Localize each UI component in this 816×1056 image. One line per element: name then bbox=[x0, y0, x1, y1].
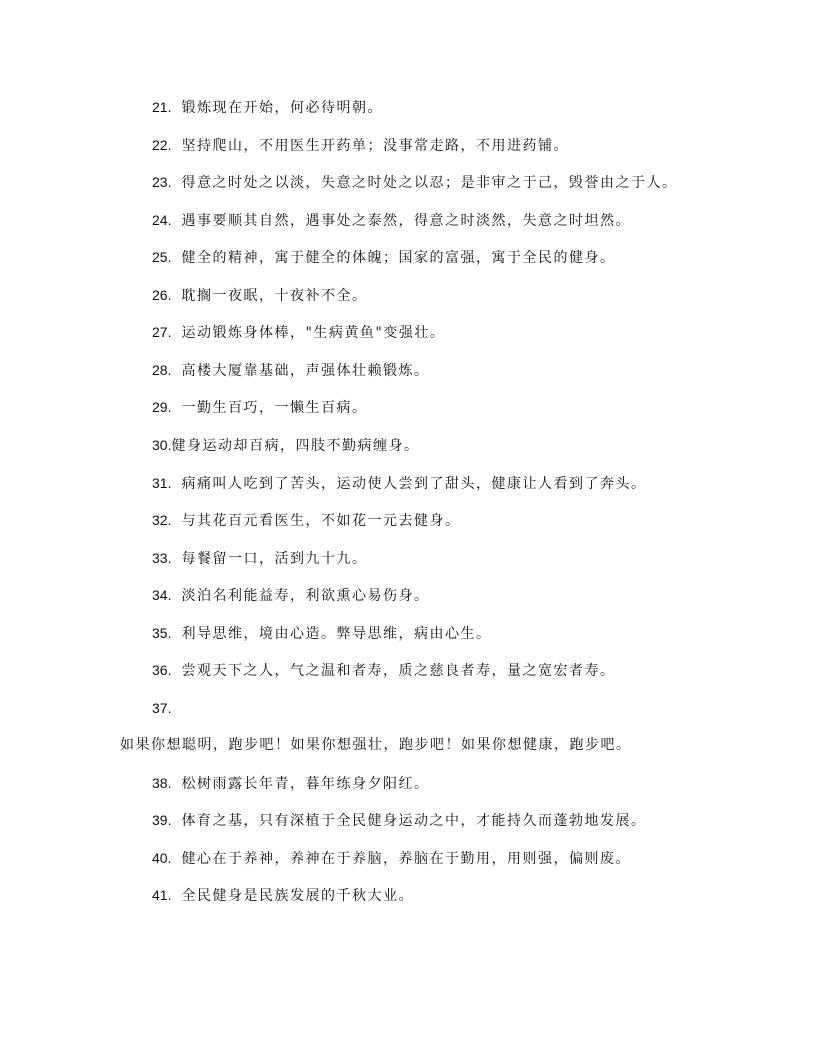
list-item bbox=[152, 172, 677, 193]
list-item bbox=[152, 97, 383, 118]
list-item bbox=[152, 885, 414, 906]
item-text-wrapped: 如果你想聪明，跑步吧！如果你想强壮，跑步吧！如果你想健康，跑步吧。 bbox=[120, 737, 632, 753]
list-item bbox=[152, 623, 491, 644]
item-number: 35. bbox=[152, 625, 172, 641]
item-text: 坚持爬山，不用医生开药单；没事常走路，不用进药铺。 bbox=[181, 138, 569, 154]
item-text: 尝观天下之人，气之温和者寿，质之慈良者寿，量之宽宏者寿。 bbox=[181, 663, 616, 679]
item-number: 30. bbox=[152, 437, 172, 453]
list-item bbox=[152, 210, 631, 231]
item-number: 36. bbox=[152, 662, 172, 678]
list-item bbox=[152, 585, 429, 606]
list-item-number-only bbox=[152, 698, 171, 719]
item-number: 21. bbox=[152, 99, 172, 115]
item-number: 22. bbox=[152, 137, 172, 153]
item-text: 耽搁一夜眠，十夜补不全。 bbox=[181, 288, 368, 304]
list-item bbox=[152, 322, 445, 343]
item-text: 淡泊名利能益寿，利欲熏心易伤身。 bbox=[181, 588, 430, 604]
list-item bbox=[152, 435, 419, 456]
item-text: 每餐留一口，活到九十九。 bbox=[181, 551, 368, 567]
item-number: 39. bbox=[152, 812, 172, 828]
item-text: 松树雨露长年青，暮年练身夕阳红。 bbox=[181, 776, 430, 792]
item-number: 26. bbox=[152, 287, 172, 303]
list-item bbox=[152, 473, 646, 494]
item-text: 体育之基，只有深植于全民健身运动之中，才能持久而蓬勃地发展。 bbox=[181, 813, 647, 829]
item-number: 34. bbox=[152, 587, 172, 603]
list-item bbox=[152, 285, 367, 306]
item-text: 健心在于养神，养神在于养脑，养脑在于勤用，用则强，偏则废。 bbox=[181, 851, 631, 867]
item-text: 得意之时处之以淡，失意之时处之以忍；是非审之于己，毁誉由之于人。 bbox=[181, 175, 678, 191]
item-number: 33. bbox=[152, 550, 172, 566]
item-number: 24. bbox=[152, 212, 172, 228]
item-text: 健全的精神，寓于健全的体魄；国家的富强，寓于全民的健身。 bbox=[181, 250, 616, 266]
list-item bbox=[152, 135, 569, 156]
list-item bbox=[152, 247, 615, 268]
item-number: 31. bbox=[152, 475, 172, 491]
list-item bbox=[152, 360, 429, 381]
item-text: 锻炼现在开始，何必待明朝。 bbox=[181, 100, 383, 116]
item-text: 遇事要顺其自然，遇事处之泰然，得意之时淡然，失意之时坦然。 bbox=[181, 213, 631, 229]
item-text: 健身运动却百病，四肢不勤病缠身。 bbox=[171, 438, 420, 454]
list-item bbox=[152, 397, 367, 418]
item-number: 37. bbox=[152, 700, 172, 716]
item-text: 利导思维，境由心造。弊导思维，病由心生。 bbox=[181, 626, 492, 642]
list-item bbox=[152, 548, 367, 569]
list-item bbox=[152, 848, 631, 869]
list-item bbox=[152, 660, 615, 681]
item-number: 38. bbox=[152, 775, 172, 791]
item-number: 27. bbox=[152, 324, 172, 340]
item-number: 41. bbox=[152, 887, 172, 903]
item-text: 全民健身是民族发展的千秋大业。 bbox=[181, 888, 414, 904]
item-text: 与其花百元看医生，不如花一元去健身。 bbox=[181, 513, 461, 529]
item-text: 高楼大厦靠基础，声强体壮赖锻炼。 bbox=[181, 363, 430, 379]
list-item bbox=[152, 773, 429, 794]
item-number: 28. bbox=[152, 362, 172, 378]
item-number: 23. bbox=[152, 174, 172, 190]
list-item bbox=[152, 810, 646, 831]
item-number: 32. bbox=[152, 512, 172, 528]
list-item bbox=[152, 510, 460, 531]
item-number: 29. bbox=[152, 399, 172, 415]
item-number: 40. bbox=[152, 850, 172, 866]
item-text: 病痛叫人吃到了苦头，运动使人尝到了甜头，健康让人看到了奔头。 bbox=[181, 476, 647, 492]
item-text: 一勤生百巧，一懒生百病。 bbox=[181, 400, 368, 416]
item-number: 25. bbox=[152, 249, 172, 265]
item-text: 运动锻炼身体棒，"生病黄鱼"变强壮。 bbox=[181, 325, 446, 341]
